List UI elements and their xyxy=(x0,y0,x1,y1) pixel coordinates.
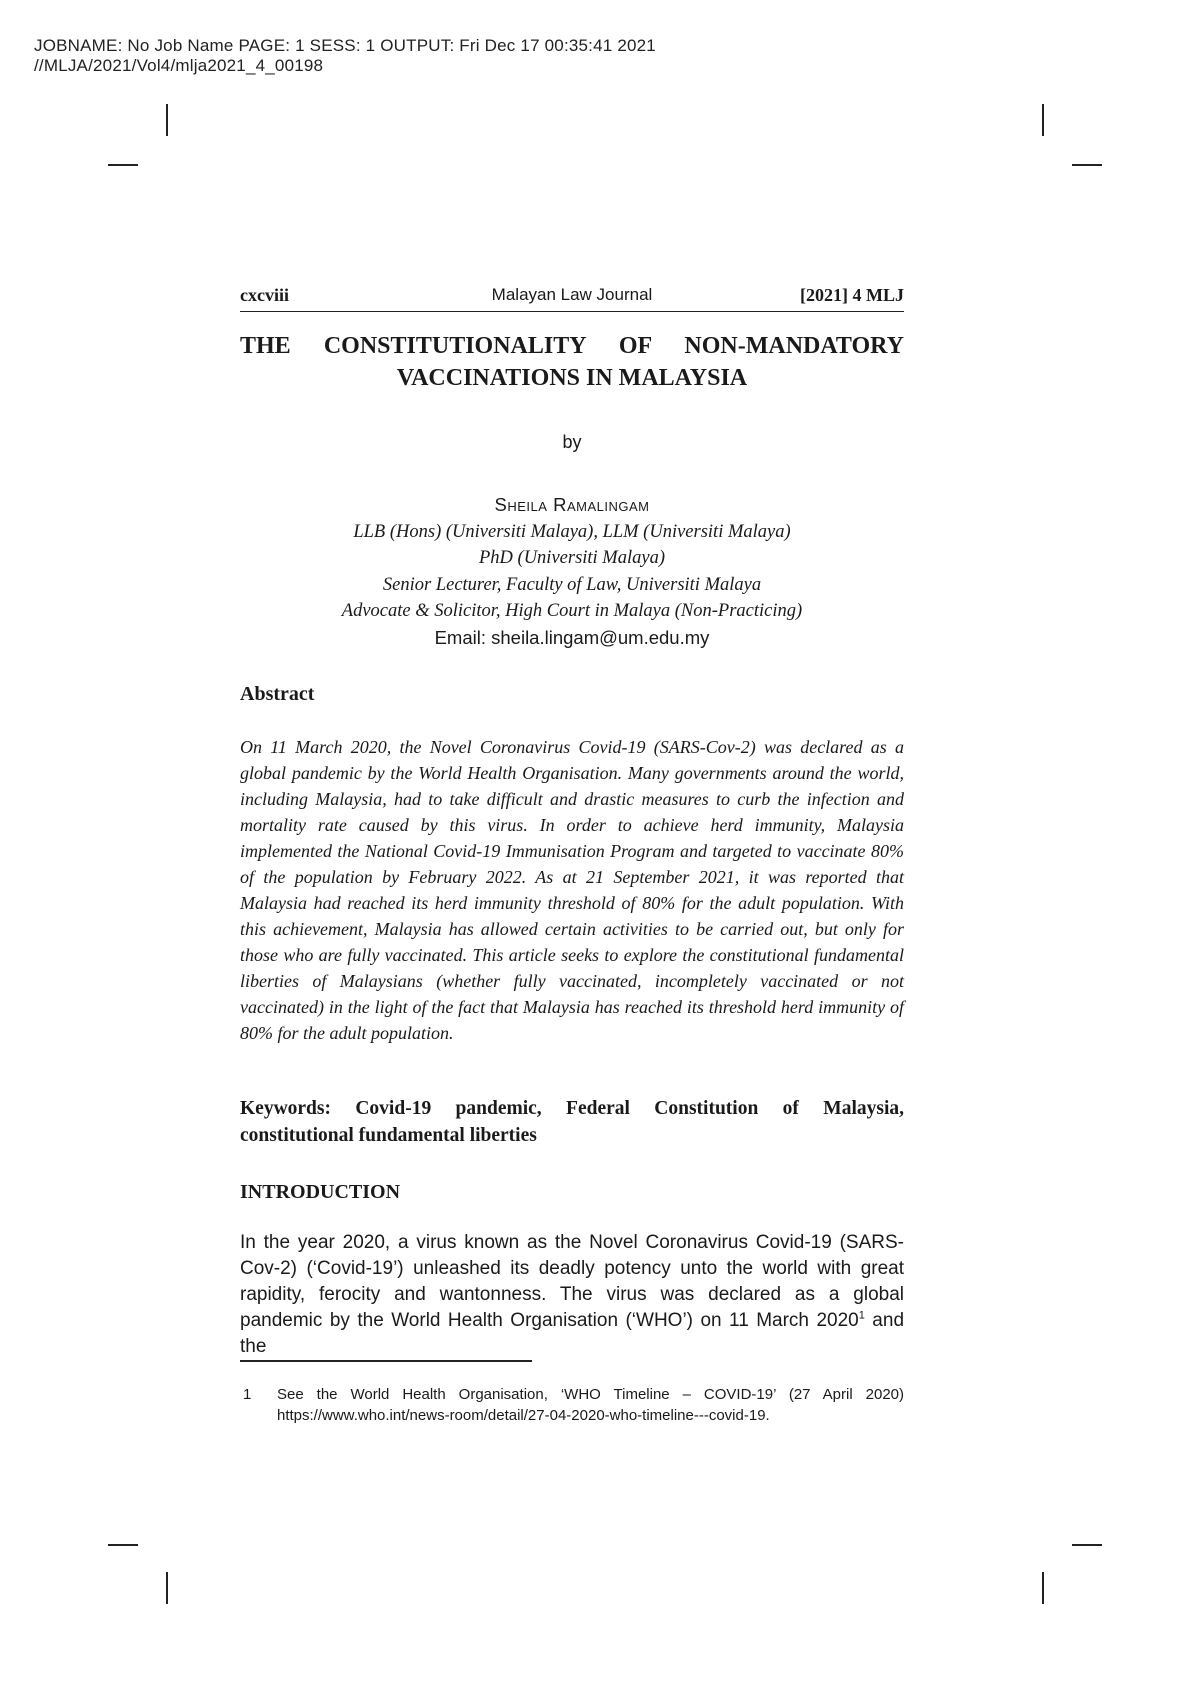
introduction-text-continued: and the xyxy=(240,1310,905,1357)
crop-mark-bottom-right-vertical xyxy=(1042,1572,1044,1604)
journal-citation: [2021] 4 MLJ xyxy=(800,285,904,305)
author-block xyxy=(240,492,904,651)
byline: by xyxy=(562,432,582,452)
journal-name: Malayan Law Journal xyxy=(491,285,653,304)
author-credential-phd: PhD (Universiti Malaya) xyxy=(479,548,665,568)
footnote-text: See the World Health Organisation, ‘WHO Timeline – COVID-19’ (27 April 2020) https://www.who.int/news-room/detail/27-04-2020-who-timeline---covid-19. xyxy=(277,1386,904,1424)
crop-mark-bottom-left-horizontal xyxy=(108,1544,138,1546)
crop-mark-top-right-horizontal xyxy=(1072,164,1102,166)
title-line-2: VACCINATIONS IN MALAYSIA xyxy=(396,365,748,391)
footnote xyxy=(240,1384,904,1426)
keywords: Keywords: Covid-19 pandemic, Federal Constitution of Malaysia, constitutional fundamental liberties xyxy=(240,1098,904,1146)
introduction-text-main: In the year 2020, a virus known as the Novel Coronavirus Covid-19 (SARS-Cov-2) (‘Covid-19’) unleashed its deadly potency unto the world with great rapidity, ferocity and wantonness. The virus was declared as a global pandemic by the World Health Organisation (‘WHO’) on 11 March 2020 xyxy=(240,1232,904,1331)
job-info-line-1: JOBNAME: No Job Name PAGE: 1 SESS: 1 OUTPUT: Fri Dec 17 00:35:41 2021 xyxy=(34,36,656,55)
abstract-heading: Abstract xyxy=(240,683,315,705)
running-head xyxy=(240,281,904,312)
footnote-reference[interactable]: 1 xyxy=(858,1309,865,1322)
author-credential-degrees: LLB (Hons) (Universiti Malaya), LLM (Universiti Malaya) xyxy=(353,521,791,542)
author-email: Email: sheila.lingam@um.edu.my xyxy=(434,626,710,648)
page-number: cxcviii xyxy=(240,285,289,305)
crop-mark-bottom-right-horizontal xyxy=(1072,1544,1102,1546)
crop-mark-top-left-vertical xyxy=(166,104,168,136)
author-admission: Advocate & Solicitor, High Court in Malaya (Non-Practicing) xyxy=(341,601,803,621)
author-position: Senior Lecturer, Faculty of Law, Universiti Malaya xyxy=(382,574,762,595)
footnote-separator xyxy=(240,1360,532,1362)
introduction-text xyxy=(240,1230,904,1360)
article-title xyxy=(240,330,904,394)
introduction-heading: INTRODUCTION xyxy=(240,1181,401,1203)
author-name: Sheila Ramalingam xyxy=(494,494,650,515)
job-info-line-2: //MLJA/2021/Vol4/mlja2021_4_00198 xyxy=(34,56,324,75)
crop-mark-top-left-horizontal xyxy=(108,164,138,166)
crop-mark-bottom-left-vertical xyxy=(166,1572,168,1604)
footnote-number: 1 xyxy=(243,1386,252,1403)
crop-mark-top-right-vertical xyxy=(1042,104,1044,136)
title-line-1: THE CONSTITUTIONALITY OF NON-MANDATORY xyxy=(240,333,904,359)
abstract-text: On 11 March 2020, the Novel Coronavirus Covid-19 (SARS-Cov-2) was declared as a global pandemic by the World Health Organisation. Many governments around the world, including Malaysia, had to take difficult and drastic measures to curb the infection and mortality rate caused by this virus. In order to achieve herd immunity, Malaysia implemented the National Covid-19 Immunisation Program and targeted to vaccinate 80% of the population by February 2022. As at 21 September 2021, it was reported that Malaysia had reached its herd immunity threshold of 80% for the adult population. With this achievement, Malaysia has allowed certain activities to be carried out, but only for those who are fully vaccinated. This article seeks to explore the constitutional fundamental liberties of Malaysians (whether fully vaccinated, incompletely vaccinated or not vaccinated) in the light of the fact that Malaysia has reached its threshold herd immunity of 80% for the adult population. xyxy=(240,737,904,1043)
